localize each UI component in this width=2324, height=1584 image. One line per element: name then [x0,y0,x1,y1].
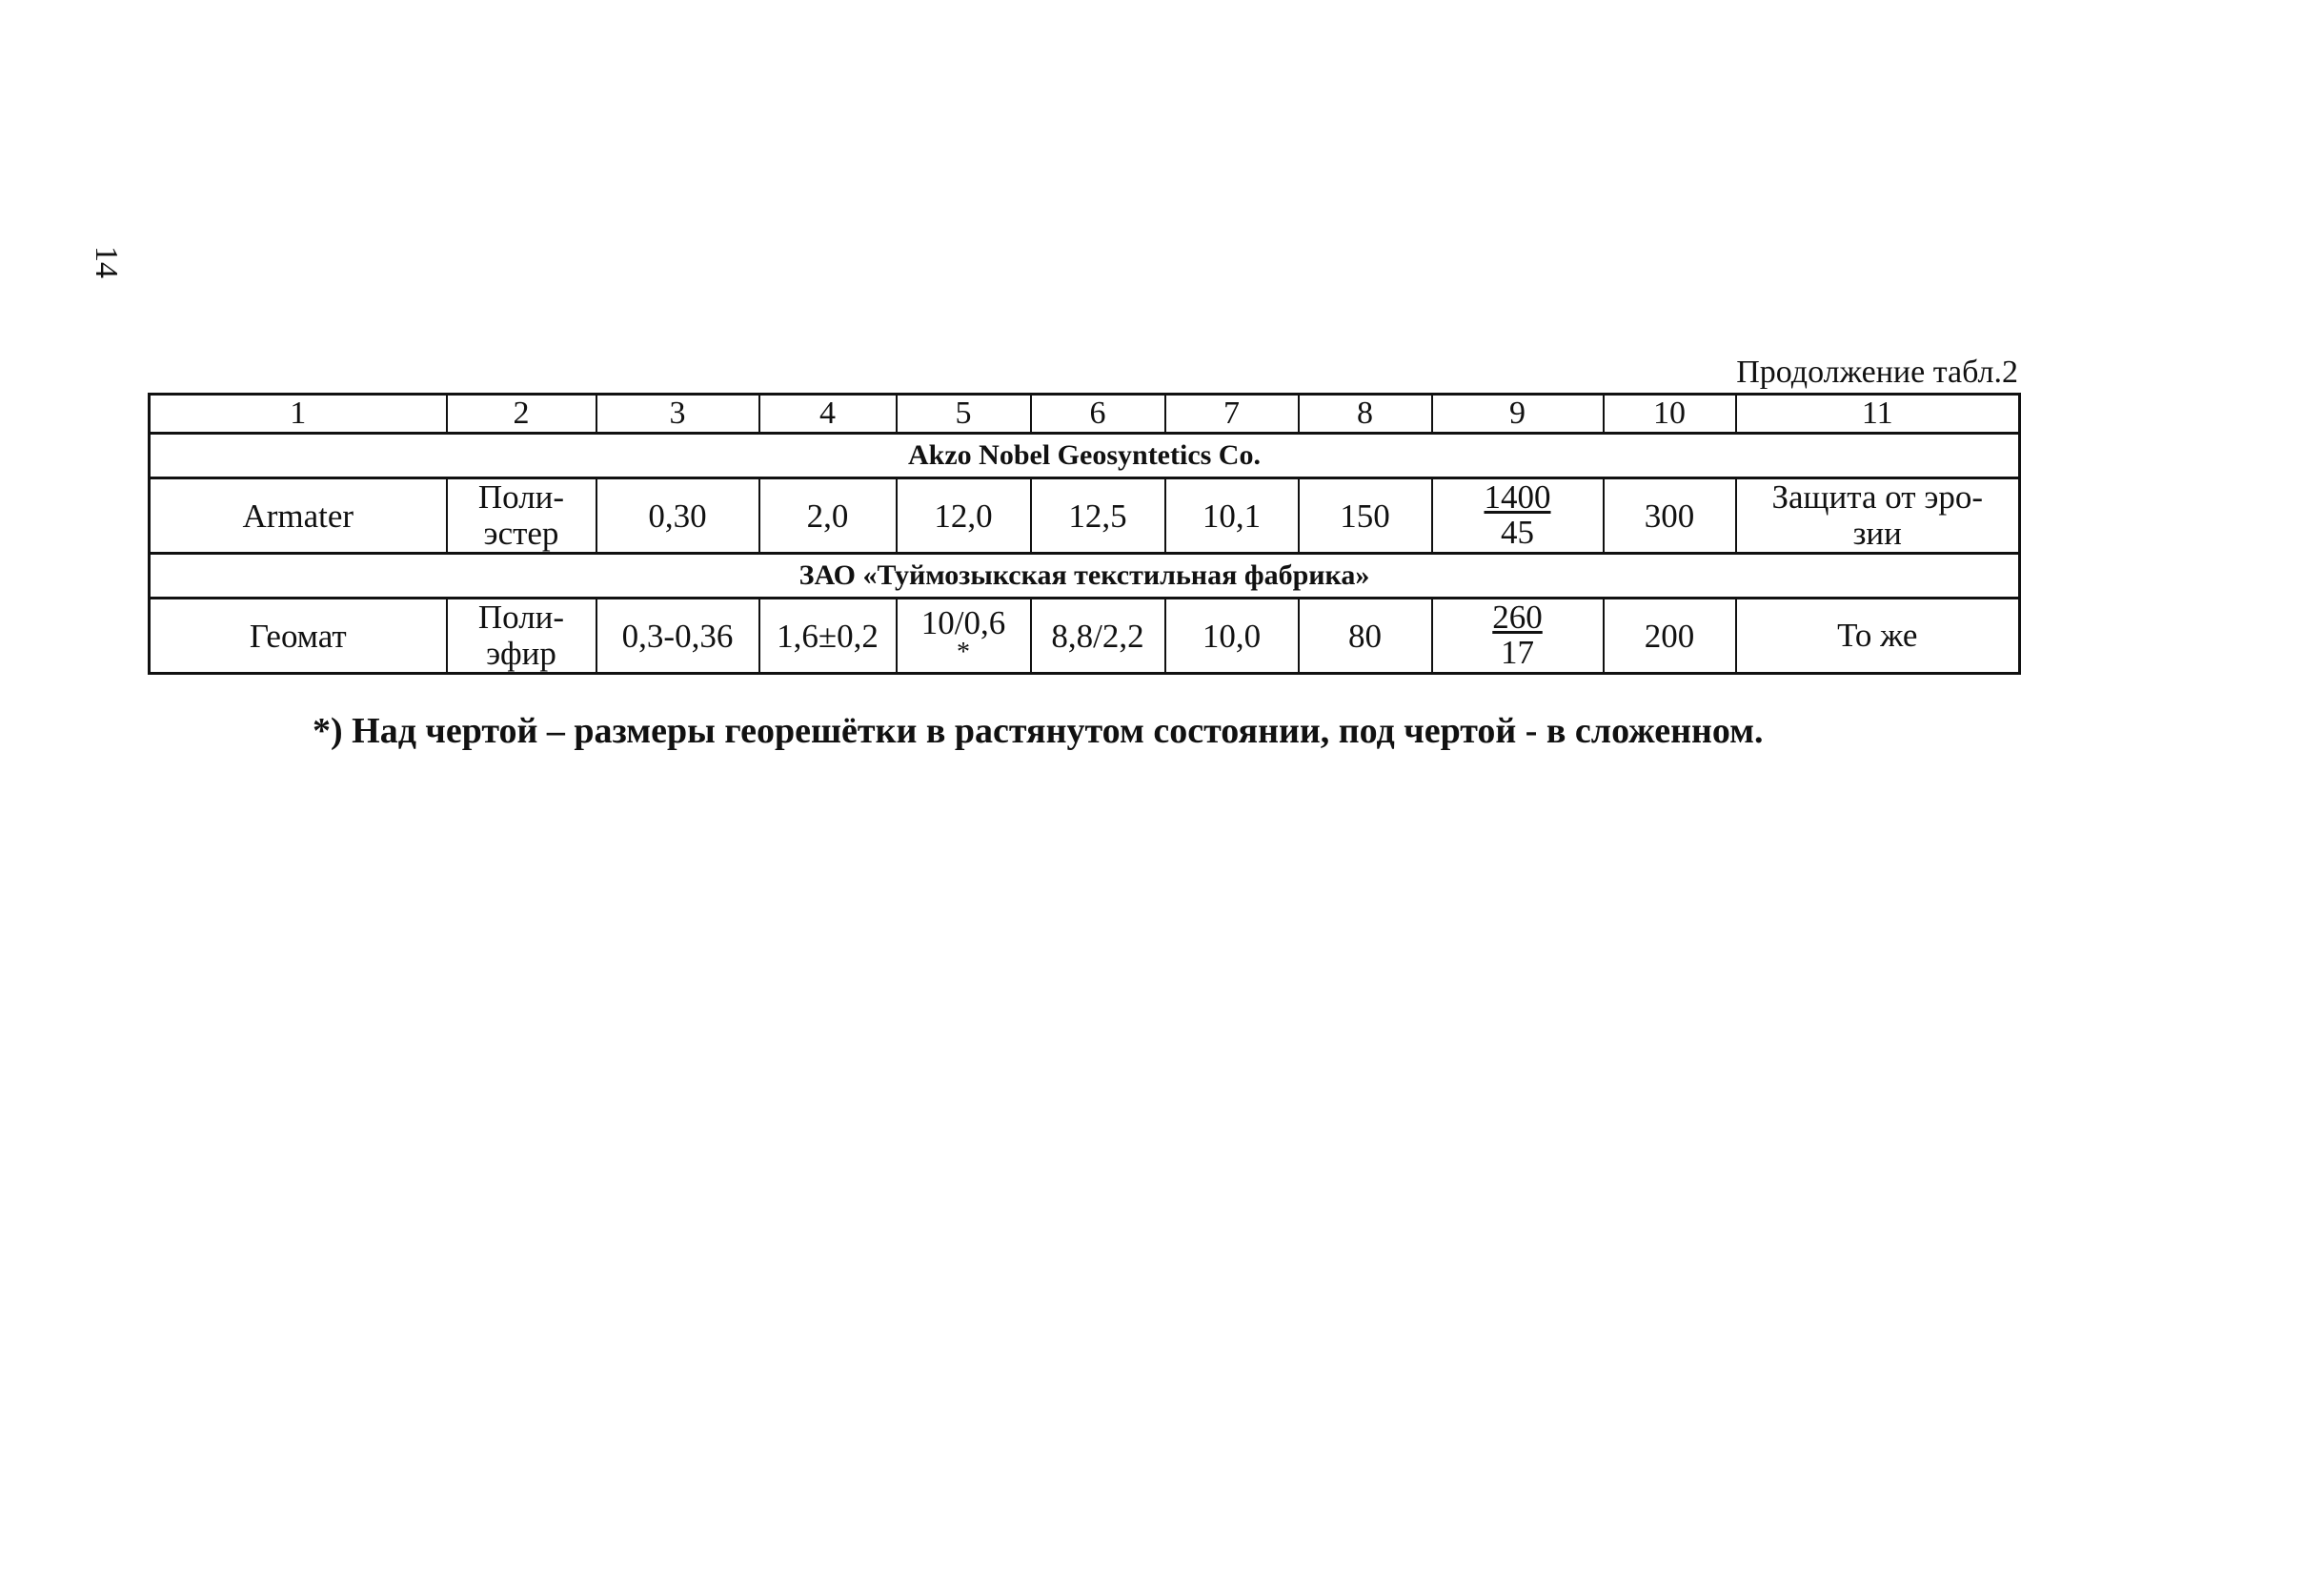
material-line-1: Поли- [477,478,565,517]
column-number: 8 [1299,395,1432,434]
material-line-1: Поли- [477,599,565,637]
fraction-denominator: 45 [1501,514,1534,551]
manufacturer-row [150,434,2020,478]
cell-col-7: 10,0 [1165,599,1299,674]
column-number: 7 [1165,395,1299,434]
cell-col-3: 0,3-0,36 [596,599,759,674]
cell-col-7: 10,1 [1165,478,1299,554]
cell-col-10: 200 [1604,599,1736,674]
cell-col-4: 1,6±0,2 [759,599,897,674]
column-number: 11 [1736,395,2020,434]
manufacturer-title: ЗАО «Туймозыкская текстильная фабрика» [150,554,2020,599]
material-line-2: эстер [483,515,559,552]
table-row [150,599,2020,674]
page-number: 14 [89,246,124,278]
purpose-line-1: Защита от эро- [1771,478,1984,517]
manufacturer-row [150,554,2020,599]
cell-col-11 [1736,478,2020,554]
cell-col-10: 300 [1604,478,1736,554]
column-number: 4 [759,395,897,434]
column-number: 6 [1031,395,1165,434]
material-cell [447,599,596,674]
geosynthetics-table [148,393,2021,675]
fraction-numerator: 260 [1492,599,1543,637]
purpose-line-1: То же [1837,617,1918,655]
manufacturer-title: Akzo Nobel Geosyntetics Co. [150,434,2020,478]
cell-col-11 [1736,599,2020,674]
fraction-numerator: 1400 [1484,478,1551,517]
cell-col-5-value: 10/0,6 [920,603,1006,641]
column-number: 2 [447,395,596,434]
product-name: Геомат [150,599,447,674]
column-number: 5 [897,395,1031,434]
fraction [1485,480,1551,551]
column-number-row [150,395,2020,434]
cell-col-5 [897,599,1031,674]
cell-col-5-content [920,603,1006,667]
column-number: 1 [150,395,447,434]
column-number: 9 [1432,395,1604,434]
cell-col-6: 8,8/2,2 [1031,599,1165,674]
column-number: 3 [596,395,759,434]
cell-col-4: 2,0 [759,478,897,554]
cell-col-5-value: 12,0 [934,497,993,535]
cell-col-3: 0,30 [596,478,759,554]
cell-col-6: 12,5 [1031,478,1165,554]
purpose-line-2: зии [1852,515,1902,552]
table-continuation-label: Продолжение табл.2 [1736,355,2018,390]
footnote: *) Над чертой – размеры георешётки в растянутом состоянии, под чертой - в сложенном. [313,711,1764,751]
product-name: Armater [150,478,447,554]
material-cell [447,478,596,554]
table-row [150,478,2020,554]
fraction-denominator: 17 [1501,634,1534,671]
cell-col-9 [1432,599,1604,674]
cell-col-8: 150 [1299,478,1432,554]
cell-col-5 [897,478,1031,554]
column-number: 10 [1604,395,1736,434]
cell-col-5-mark: * [956,637,970,667]
cell-col-9 [1432,478,1604,554]
fraction [1492,600,1543,671]
material-line-2: эфир [486,635,556,672]
cell-col-8: 80 [1299,599,1432,674]
cell-col-5-content [934,499,992,533]
